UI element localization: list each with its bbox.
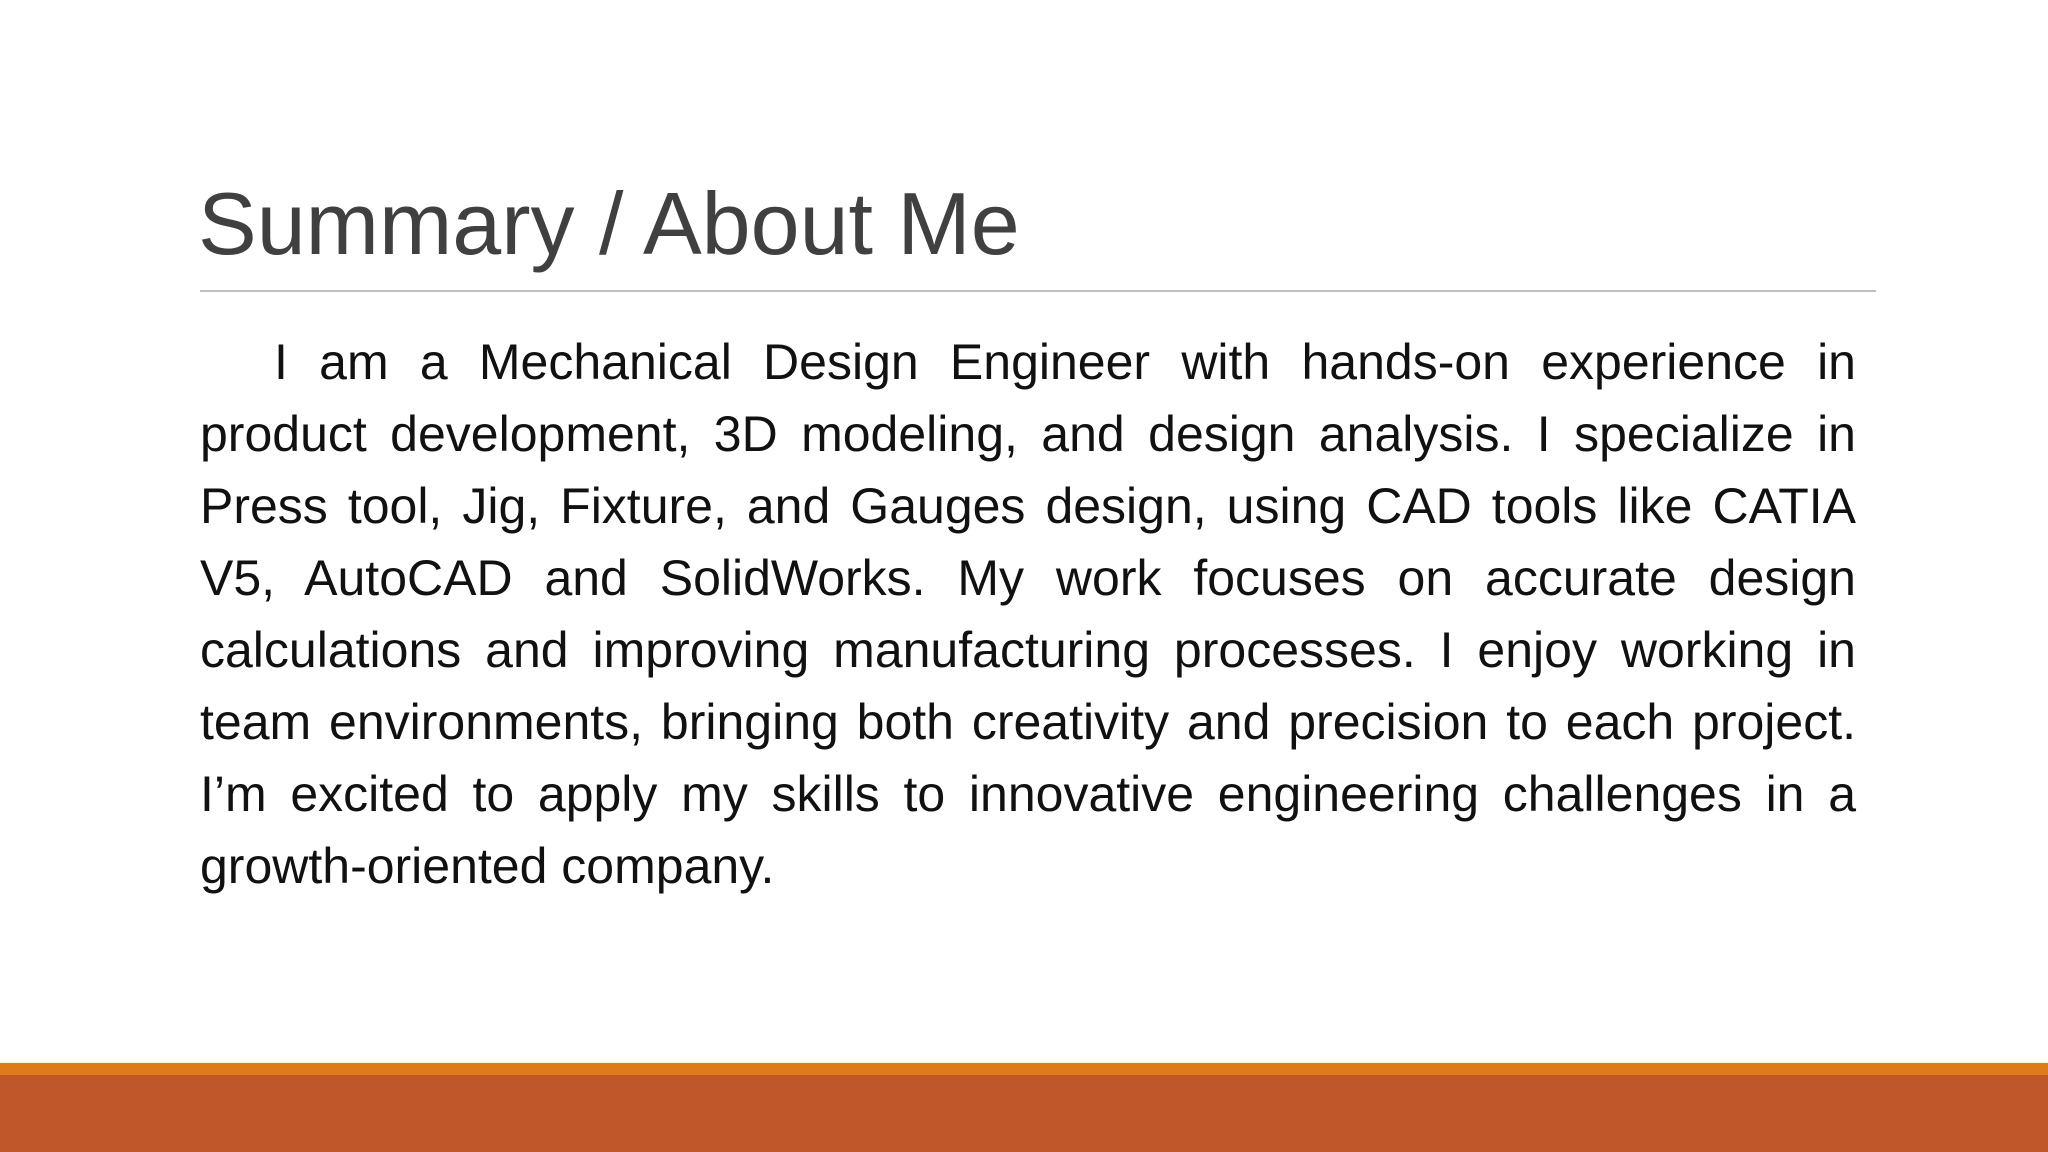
footer-accent-stripe — [0, 1063, 2048, 1075]
summary-paragraph: I am a Mechanical Design Engineer with hands-on experience in product development, 3D modeling, and design analysis. I specialize in Press tool, Jig, Fixture, and Gauges design, using CAD tools like CATIA V5, AutoCAD and SolidWorks. My work focuses on accurate design calculations and improving manufacturing processes. I enjoy working in team environments, bringing both creativity and precision to each project. I’m excited to apply my skills to innovative engineering challenges in a growth-oriented company. — [200, 334, 1856, 894]
footer-accent-band — [0, 1075, 2048, 1152]
title-divider — [200, 290, 1876, 292]
slide-title: Summary / About Me — [198, 174, 1020, 273]
